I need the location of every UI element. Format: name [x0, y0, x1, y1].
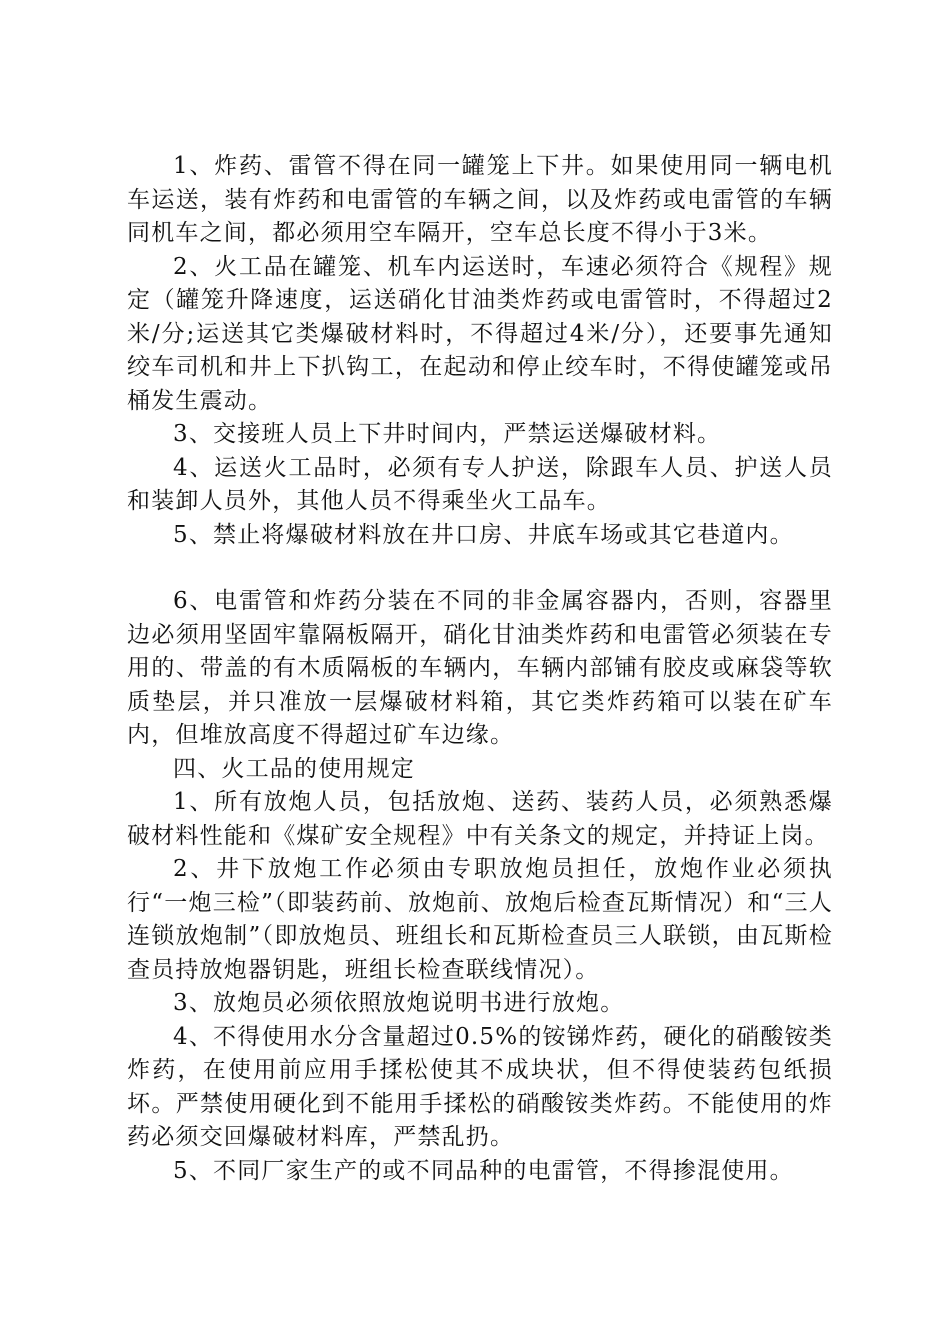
section-paragraph-2: 2、井下放炮工作必须由专职放炮员担任，放炮作业必须执行“一炮三检”（即装药前、放炮前、放炮后检查瓦斯情况）和“三人连锁放炮制”（即放炮员、班组长和瓦斯检查员三人联锁，由瓦斯检查员持放炮器钥匙，班组长检查联线情况）。 — [127, 856, 833, 983]
paragraph-3: 3、交接班人员上下井时间内，严禁运送爆破材料。 — [173, 421, 722, 447]
paragraph-5: 5、禁止将爆破材料放在井口房、井底车场或其它巷道内。 — [173, 521, 794, 548]
paragraph-2: 2、火工品在罐笼、机车内运送时，车速必须符合《规程》规定（罐笼升降速度，运送硝化甘油类炸药或电雷管时，不得超过2米/分;运送其它类爆破材料时，不得超过4米/分），还要事先通知绞车司机和井上下扒钩工，在起动和停止绞车时，不得使罐笼或吊桶发生震动。 — [127, 253, 833, 414]
paragraph-1: 1、炸药、雷管不得在同一罐笼上下井。如果使用同一辆电机车运送，装有炸药和电雷管的车辆之间，以及炸药或电雷管的车辆同机车之间，都必须用空车隔开，空车总长度不得小于3米。 — [127, 153, 833, 246]
section-paragraph-3: 3、放炮员必须依照放炮说明书进行放炮。 — [173, 990, 625, 1016]
section-paragraph-5: 5、不同厂家生产的或不同品种的电雷管，不得掺混使用。 — [173, 1157, 794, 1184]
document-body — [127, 150, 833, 1188]
section-paragraph-1: 1、所有放炮人员，包括放炮、送药、装药人员，必须熟悉爆破材料性能和《煤矿安全规程》中有关条文的规定，并持证上岗。 — [127, 789, 833, 849]
section-heading: 四、火工品的使用规定 — [173, 755, 415, 782]
paragraph-6: 6、电雷管和炸药分装在不同的非金属容器内，否则，容器里边必须用坚固牢靠隔板隔开，硝化甘油类炸药和电雷管必须装在专用的、带盖的有木质隔板的车辆内，车辆内部铺有胶皮或麻袋等软质垫层，并只准放一层爆破材料箱，其它类炸药箱可以装在矿车内，但堆放高度不得超过矿车边缘。 — [127, 588, 833, 748]
paragraph-4: 4、运送火工品时，必须有专人护送，除跟车人员、护送人员和装卸人员外，其他人员不得乘坐火工品车。 — [127, 454, 833, 514]
section-paragraph-4: 4、不得使用水分含量超过0.5%的铵锑炸药，硬化的硝酸铵类炸药，在使用前应用手揉松使其不成块状，但不得使装药包纸损坏。严禁使用硬化到不能用手揉松的硝酸铵类炸药。不能使用的炸药必须交回爆破材料库，严禁乱扔。 — [127, 1023, 833, 1150]
